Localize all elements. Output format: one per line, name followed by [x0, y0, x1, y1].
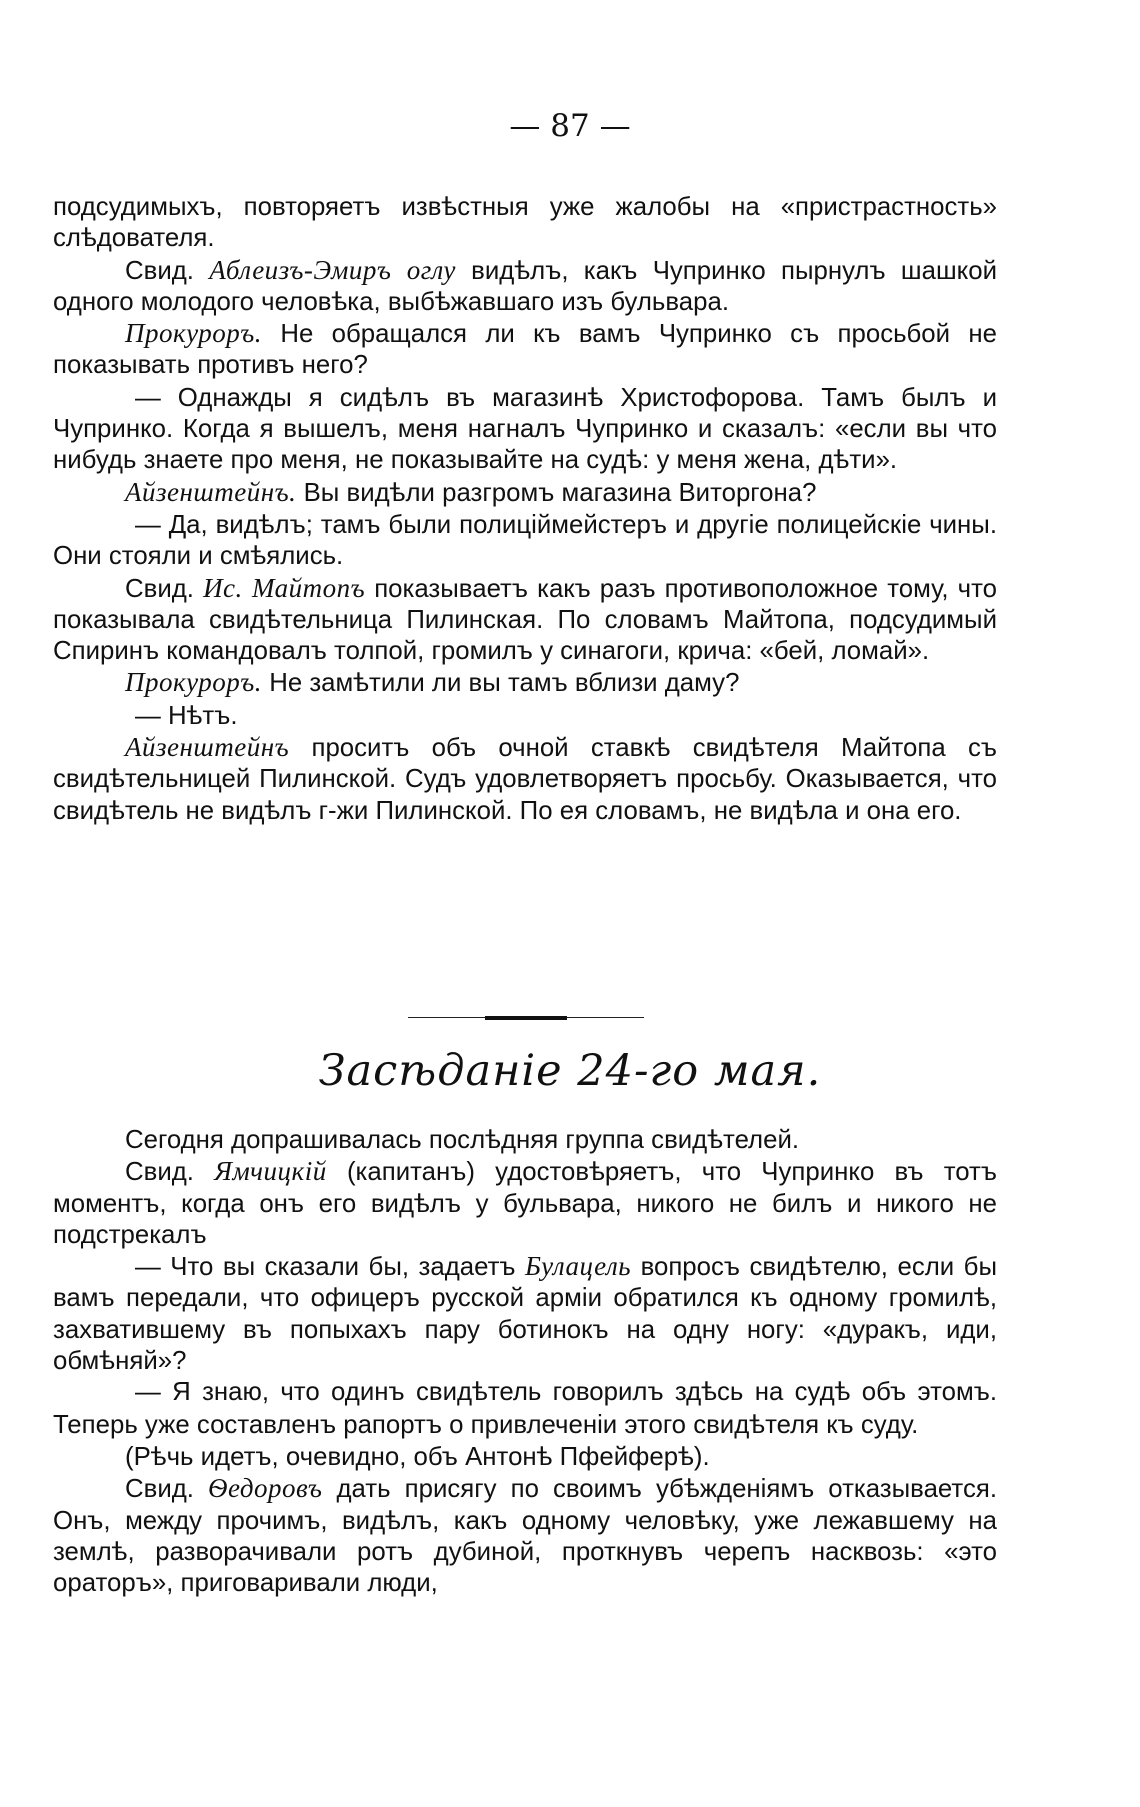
paragraph [53, 1441, 997, 1473]
paragraph-text: Вы видѣли разгромъ магазина Виторгона? [296, 478, 817, 507]
paragraph-lead: Свид. [125, 256, 210, 285]
paragraph-text: (капитанъ) удостовѣряетъ, что Чупринко въ тотъ моментъ, когда онъ его видѣлъ у бульвара, никого не билъ и никого не подстрекалъ [53, 1158, 997, 1249]
paragraph [53, 732, 997, 827]
speaker-name: Айзенштейнъ. [125, 476, 297, 507]
paragraph-text: проситъ объ очной ставкѣ свидѣтеля Майтопа съ свидѣтельницей Пилинской. Судъ удовлетворяетъ просьбу. Оказывается, что свидѣтель не видѣлъ г-жи Пилинской. По ея словамъ, не видѣла и она его. [53, 734, 997, 825]
section-divider [408, 1016, 644, 1020]
speaker-name: Айзенштейнъ [125, 732, 290, 763]
text-block-before-heading [53, 191, 997, 827]
paragraph [53, 1473, 997, 1599]
paragraph-text: Не замѣтили ли вы тамъ вблизи даму? [262, 669, 740, 698]
paragraph-text: — Да, видѣлъ; тамъ были полиціймейстеръ и другіе полицейскіе чины. Они стояли и смѣялись. [53, 510, 997, 571]
text-block-after-heading [53, 1124, 997, 1599]
speaker-name: Ѳедоровъ [208, 1473, 323, 1504]
divider-thick-line [485, 1016, 567, 1020]
paragraph-text: вопросъ свидѣтелю, если бы вамъ передали, что офицеръ русской арміи обратился къ одному громилѣ, захватившему въ попыхахъ пару ботинокъ на одну ногу: «дуракъ, иди, обмѣняй»? [53, 1253, 997, 1376]
speaker-name: Ис. Майтопъ [203, 572, 366, 603]
paragraph-text: дать присягу по своимъ убѣжденіямъ отказывается. Онъ, между прочимъ, видѣлъ, какъ одному человѣку, уже лежавшему на землѣ, разворачивали ротъ дубиной, проткнувъ черепъ насквозь: «это ораторъ», приговаривали люди, [53, 1475, 997, 1598]
paragraph [53, 1251, 997, 1377]
page-number: — 87 — [509, 108, 631, 144]
paragraph [53, 382, 997, 477]
paragraph-lead: Свид. [125, 1158, 215, 1187]
paragraph-text: Не обращался ли къ вамъ Чупринко съ просьбой не показывать противъ него? [53, 320, 997, 380]
paragraph [53, 477, 997, 509]
paragraph [53, 191, 997, 255]
paragraph [53, 1377, 997, 1441]
speaker-name: Прокуроръ. [125, 667, 263, 698]
paragraph [53, 255, 997, 319]
paragraph [53, 1124, 997, 1156]
paragraph [53, 1156, 997, 1251]
paragraph-text: — Однажды я сидѣлъ въ магазинѣ Христофорова. Тамъ былъ и Чупринко. Когда я вышелъ, меня нагналъ Чупринко и сказалъ: «если вы что нибудь знаете про меня, не показывайте на судѣ: у меня жена, дѣти». [53, 383, 997, 475]
speaker-name: Аблеизъ-Эмиръ оглу [209, 254, 456, 285]
speaker-name: Прокуроръ. [125, 318, 263, 349]
speaker-name: Булацель [525, 1251, 632, 1282]
session-heading: Засѣданіе 24-го мая. [318, 1046, 822, 1096]
paragraph-text: показываетъ какъ разъ противоположное тому, что показывала свидѣтельница Пилинская. По словамъ Майтопа, подсудимый Спиринъ командовалъ толпой, громилъ у синагоги, крича: «бей, ломай». [53, 574, 997, 666]
paragraph [53, 509, 997, 573]
paragraph-text: — Нѣтъ. [135, 701, 238, 730]
paragraph-lead: Свид. [125, 574, 204, 603]
paragraph [53, 573, 997, 668]
speaker-name: Ямчицкій [214, 1156, 327, 1187]
paragraph-text: подсудимыхъ, повторяетъ извѣстныя уже жалобы на «пристрастность» слѣдователя. [53, 193, 997, 253]
paragraph [53, 318, 997, 382]
paragraph-lead: — Что вы сказали бы, задаетъ [135, 1253, 526, 1282]
paragraph-lead: Сегодня допрашивалась послѣдняя группа свидѣтелей. [125, 1126, 800, 1154]
paragraph-text: видѣлъ, какъ Чупринко пырнулъ шашкой одного молодого человѣка, выбѣжавшаго изъ бульвара. [53, 256, 997, 316]
paragraph [53, 700, 997, 732]
paragraph-lead: — Я знаю, что одинъ свидѣтель говорилъ здѣсь на судѣ объ этомъ. Теперь уже составленъ рапортъ о привлеченіи этого свидѣтеля къ суду. [53, 1378, 997, 1439]
paragraph-lead: (Рѣчь идетъ, очевидно, объ Антонѣ Пфейферѣ). [125, 1442, 710, 1471]
paragraph [53, 667, 997, 699]
paragraph-lead: Свид. [125, 1475, 209, 1504]
